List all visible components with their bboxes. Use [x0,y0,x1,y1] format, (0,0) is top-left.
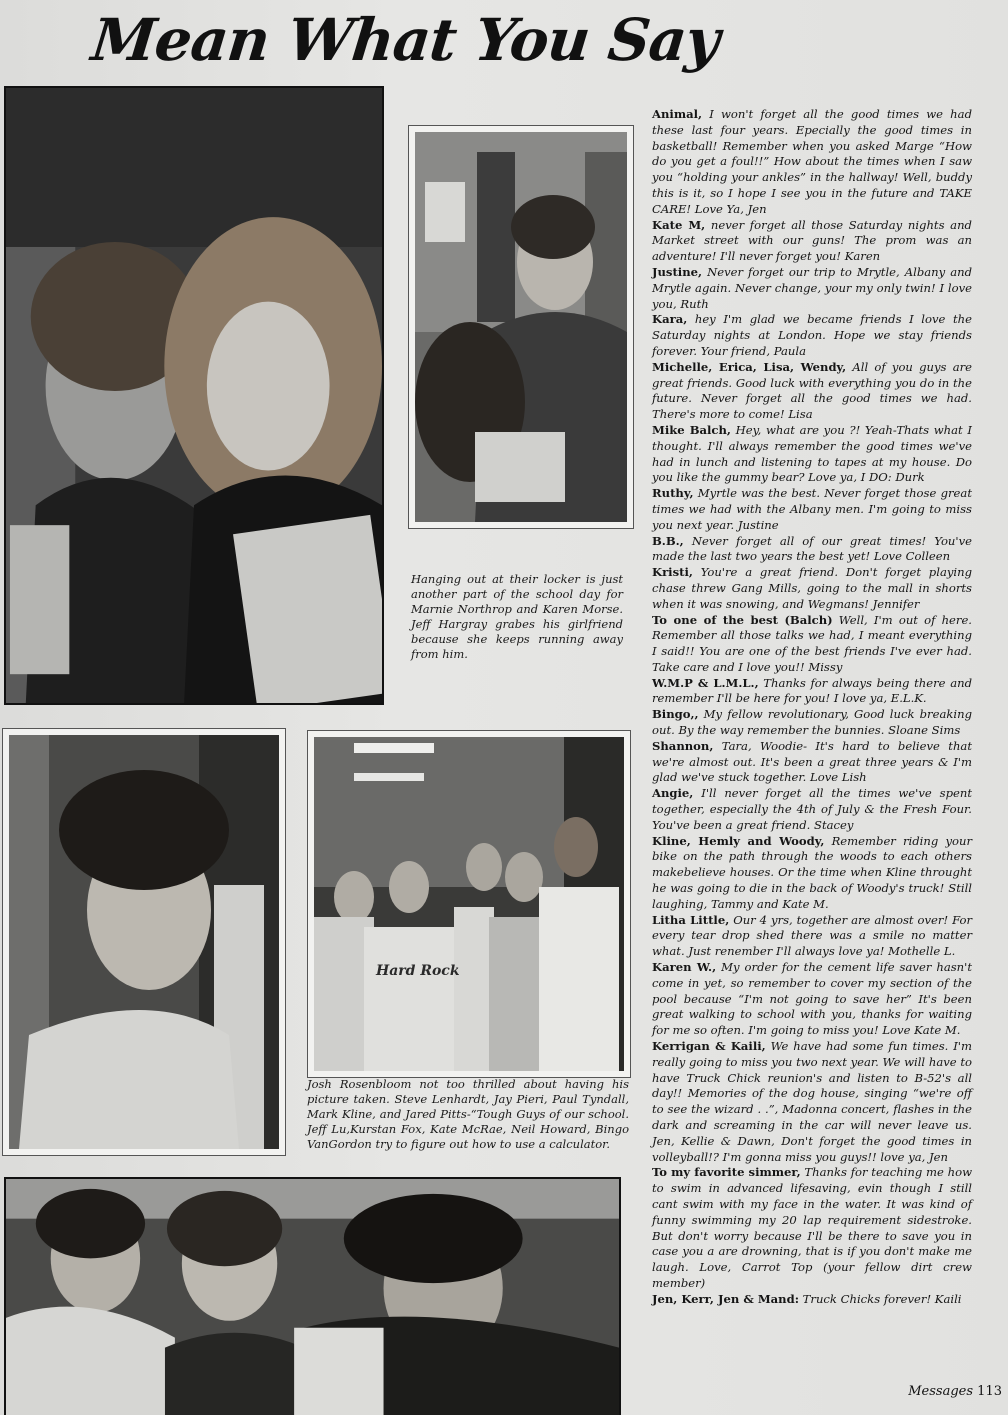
message-entry [652,707,972,739]
message-text: Truck Chicks forever! Kaili [799,1291,962,1306]
message-entry [652,486,972,533]
message-text: We have had some fun times. I'm really going to miss you two next year. We will have to have Truck Chick reunion's and listen to B-52's all day!! Memories of the dog house, singing “we're off to see the wizard . .”, Madonna concert, flashes in the dark and screaming in the car will never leave us. Jen, Kellie & Dawn, Don't forget the good times in volleyball!? I'm gonna miss you guys!! love ya, Jen [652,1039,972,1164]
message-recipient: Jen, Kerr, Jen & Mand: [652,1291,799,1306]
hard-rock-shirt-text: Hard Rock [376,963,460,979]
message-entry [652,265,972,312]
message-text: Well, I'm out of here. Remember all those talks we had, I meant everything I said!! You are one of the best friends I've ever had. Take care and I love you!! Missy [652,612,972,674]
message-text: I won't forget all the good times we had these last four years. Epecially the good times in basketball! Remember when you asked Marge “How do you get a foul!!” How about the times when I saw you “holding your ankles” in the hallway! Well, buddy this is it, so I hope I see you in the future and TAKE CARE! Love Ya, Jen [652,107,972,216]
message-entry [652,1165,972,1291]
message-text: My order for the cement life saver hasn't come in yet, so remember to cover my section of the pool because “I'm not going to save her” It's been great walking to school with you, thanks for waiting for me so often. I'm going to miss you! Love Kate M. [652,960,972,1038]
folio-section: Messages [908,1384,974,1399]
page-folio [908,1384,1002,1399]
message-recipient: To one of the best (Balch) [652,612,833,627]
message-text: Remember riding your bike on the path through the woods to each others makebelieve houses. Or the time when Kline throught he was going to die in the back of Woody's truck! Still laughing, Tammy and Kate M. [652,833,972,911]
photo-boy-portrait [3,729,285,1155]
message-recipient: Litha Little, [652,912,730,927]
message-entry [652,565,972,612]
message-text: Never forget our trip to Mrytle, Albany and Mrytle again. Never change, your my only twin! I love you, Ruth [652,264,972,311]
message-entry [652,786,972,833]
message-recipient: Angie, [652,786,694,801]
caption-bottom: Josh Rosenbloom not too thrilled about having his picture taken. Steve Lenhardt, Jay Pieri, Paul Tyndall, Mark Kline, and Jared Pitts-“Tough Guys of our school. Jeff Lu,Kurstan Fox, Kate McRae, Neil Howard, Bingo VanGordon try to figure out how to use a calculator. [307,1077,629,1151]
message-text: Tara, Woodie- It's hard to believe that we're almost out. It's been a great three years & I'm glad we've stuck together. Love Lish [652,738,972,785]
message-entry [652,218,972,265]
photo-tough-guys-image [314,737,624,1071]
photo-tough-guys [308,731,630,1077]
message-recipient: Justine, [652,264,703,279]
photo-calculator [4,1177,621,1415]
folio-page-number: 113 [977,1384,1002,1399]
photo-locker-girls [4,86,384,705]
photo-locker-girls-image [6,88,382,703]
message-text: Myrtle was the best. Never forget those great times we had with the Albany men. I'm going to miss you next year. Justine [652,486,972,532]
message-text: Thanks for always being there and remember I'll be here for you! I love ya, E.L.K. [652,675,972,706]
message-text: Hey, what are you ?! Yeah-Thats what I thought. I'll always remember the good times we've had in lunch and listening to tapes at my house. Do you like the gummy bear? Love ya, I DO: Durk [652,422,972,485]
message-recipient: Bingo,, [652,707,699,722]
message-list [652,107,972,1308]
photo-boy-grin-image [415,132,627,522]
message-entry [652,676,972,708]
photo-boy-portrait-image [9,735,279,1149]
message-entry [652,360,972,423]
message-recipient: W.M.P & L.M.L., [652,675,759,690]
message-entry [652,423,972,486]
messages-column [652,107,972,1308]
message-recipient: To my favorite simmer, [652,1165,801,1180]
message-recipient: Animal, [652,107,703,121]
message-recipient: Kara, [652,312,688,327]
message-text: You're a great friend. Don't forget playing chase threw Gang Mills, going to the mall in shorts when it was snowing, and Wegmans! Jennifer [652,565,972,611]
message-recipient: Mike Balch, [652,422,731,437]
message-text: hey I'm glad we became friends I love the Saturday nights at London. Hope we stay friends forever. Your friend, Paula [652,312,972,358]
message-entry [652,534,972,566]
message-entry [652,107,972,218]
message-text: Thanks for teaching me how to swim in advanced lifesaving, evin though I still cant swim with my face in the water. It was kind of funny swimming my 20 lap requirement sidestroke. But don't worry because I'll be there to save you in case you a are drowning, that is if you don't make me laugh. Love, Carrot Top (your fellow dirt crew member) [652,1165,972,1290]
message-entry [652,834,972,913]
message-text: All of you guys are great friends. Good luck with everything you do in the future. Never forget all the good times we had. There's more to come! Lisa [652,359,973,422]
message-entry [652,613,972,676]
message-recipient: B.B., [652,533,684,548]
message-entry [652,1039,972,1165]
photo-boy-grin [409,126,633,528]
message-text: I'll never forget all the times we've spent together, especially the 4th of July & the Fresh Four. You've been a great friend. Stacey [652,786,972,832]
message-recipient: Karen W., [652,960,717,975]
message-recipient: Kline, Hemly and Woody, [652,833,825,848]
message-entry [652,913,972,960]
message-entry [652,960,972,1039]
message-text: Our 4 yrs, together are almost over! For every tear drop shed there was a smile no matter what. Just renember I'll always love ya! Mothelle L. [652,912,972,959]
message-recipient: Michelle, Erica, Lisa, Wendy, [652,359,847,374]
message-entry [652,1292,972,1308]
message-recipient: Shannon, [652,738,714,753]
message-recipient: Kerrigan & Kaili, [652,1039,766,1054]
message-entry [652,312,972,359]
message-text: never forget all those Saturday nights and Market street with our guns! The prom was an adventure! I'll never forget you! Karen [652,217,972,264]
message-recipient: Kate M, [652,217,706,232]
message-text: My fellow revolutionary, Good luck breaking out. By the way remember the bunnies. Sloane Sims [652,707,972,738]
message-recipient: Ruthy, [652,486,694,501]
message-text: Never forget all of our great times! You've made the last two years the best yet! Love Colleen [652,533,972,564]
message-recipient: Kristi, [652,565,693,580]
message-entry [652,739,972,786]
page-title: Mean What You Say [88,6,723,74]
caption-locker: Hanging out at their locker is just another part of the school day for Marnie Northrop and Karen Morse. Jeff Hargray grabes his girlfriend because she keeps running away from him. [411,572,623,661]
photo-calculator-image [6,1179,619,1415]
